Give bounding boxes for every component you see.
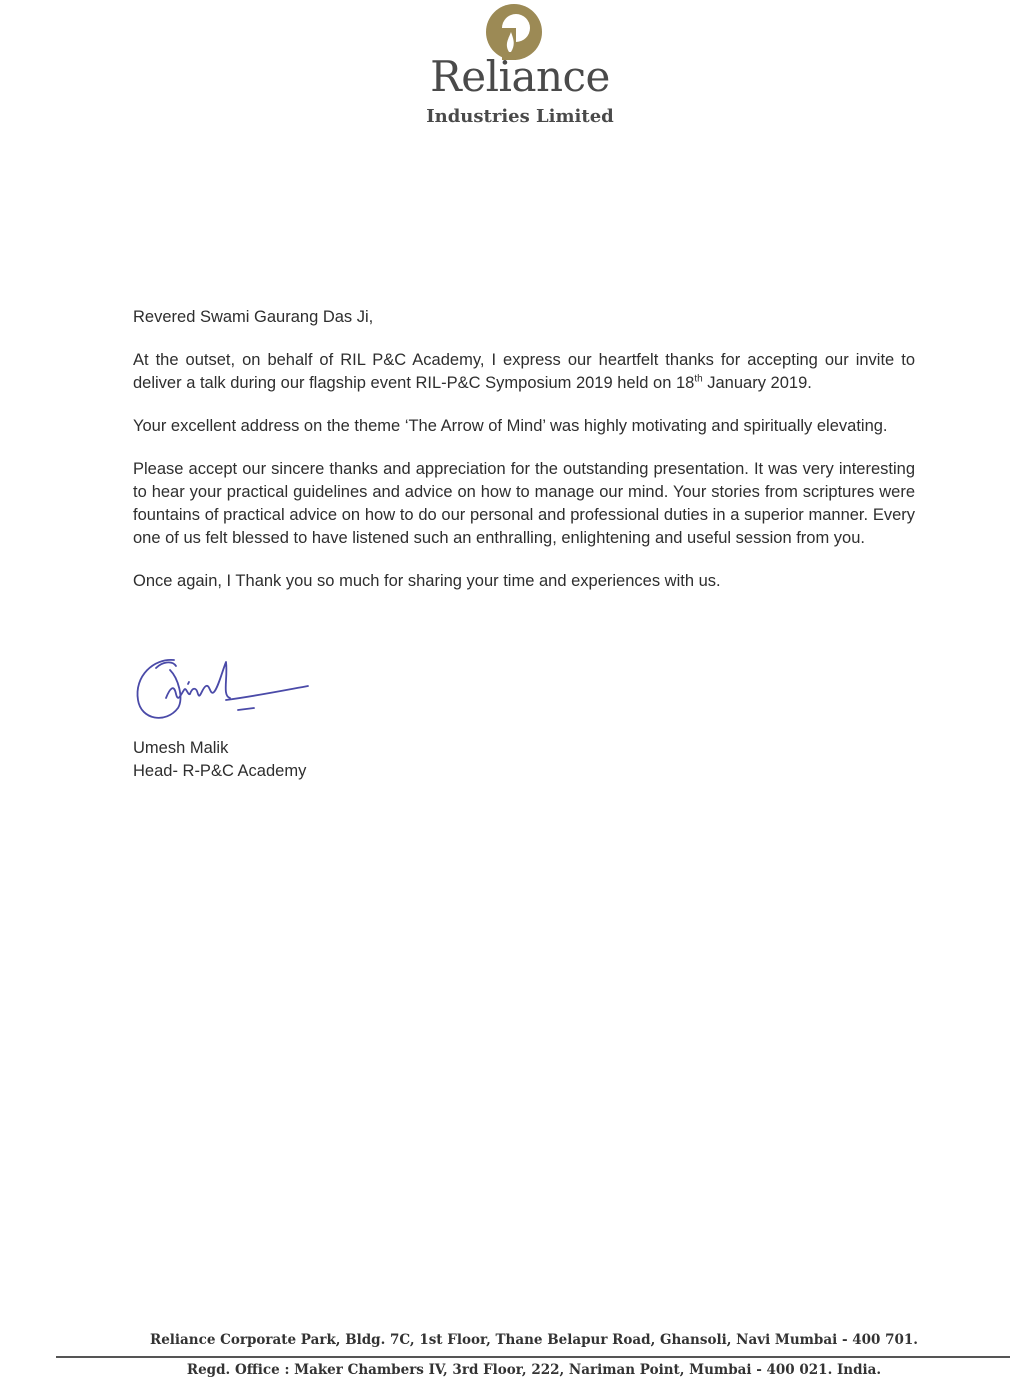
salutation: Revered Swami Gaurang Das Ji, [133, 308, 374, 326]
paragraph-2: Your excellent address on the theme ‘The Arrow of Mind’ was highly motivating and spiritually elevating. [133, 417, 888, 435]
paragraph-1-text: At the outset, on behalf of RIL P&C Academy, I express our heartfelt thanks for accepting our invite to deliver a talk during our flagship event RIL-P&C Symposium 2019 held on 18 [133, 351, 915, 392]
signer-title: Head- R-P&C Academy [133, 762, 307, 780]
brand-name: Reliance [430, 52, 610, 101]
paragraph-1 [133, 349, 915, 395]
paragraph-4: Once again, I Thank you so much for sharing your time and experiences with us. [133, 572, 721, 590]
date-ordinal: th [694, 373, 703, 385]
signer-name: Umesh Malik [133, 739, 229, 757]
paragraph-3: Please accept our sincere thanks and appreciation for the outstanding presentation. It was very interesting to hear your practical guidelines and advice on how to manage our mind. Your stories from scriptures were fountains of practical advice on how to do our personal and professional duties in a superior manner. Every one of us felt blessed to have listened such an enthralling, enlightening and useful session from you. [133, 460, 915, 547]
signer-block [133, 737, 306, 783]
brand-subtitle: Industries Limited [426, 106, 614, 127]
signature [126, 648, 316, 728]
footer-address: Reliance Corporate Park, Bldg. 7C, 1st Floor, Thane Belapur Road, Ghansoli, Navi Mumbai - 400 701. [149, 1332, 919, 1348]
paragraph-1-tail: January 2019. [702, 374, 812, 392]
footer-divider [56, 1356, 1010, 1358]
letter-body [133, 306, 915, 613]
footer-registered-office: Regd. Office : Maker Chambers IV, 3rd Floor, 222, Nariman Point, Mumbai - 400 021. India. [186, 1362, 882, 1378]
